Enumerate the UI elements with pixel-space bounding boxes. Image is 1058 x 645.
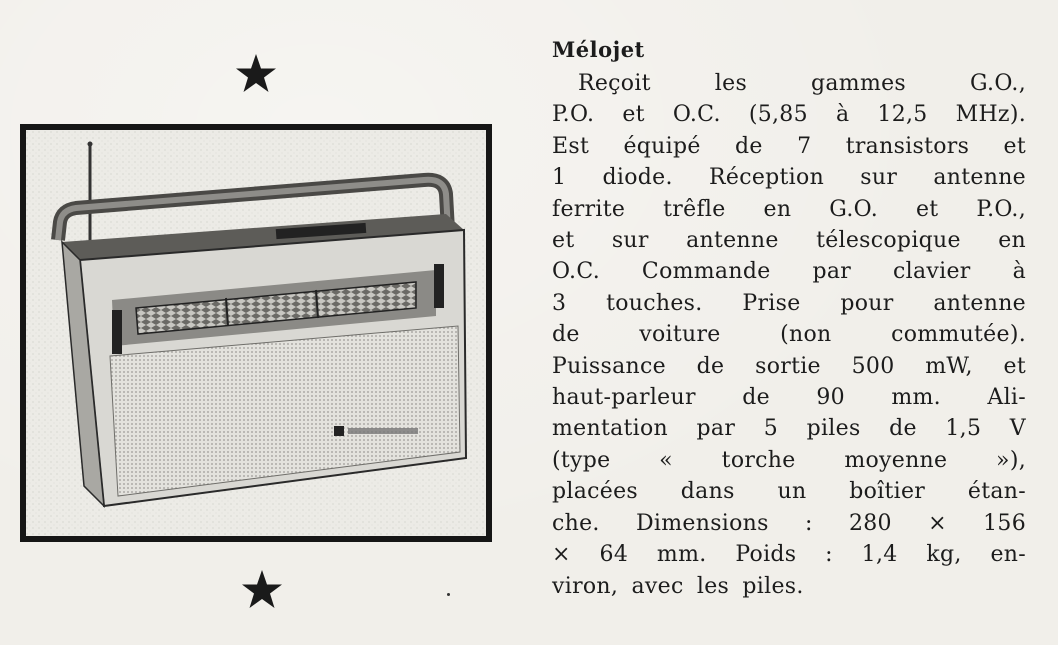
ink-dot: [447, 593, 450, 596]
description-line: O.C. Commande par clavier à: [552, 259, 1026, 285]
product-title: Mélojet: [552, 37, 645, 62]
description-line: (type « torche moyenne »),: [552, 447, 1026, 473]
description-line: haut-parleur de 90 mm. Ali-: [552, 385, 1026, 411]
tuning-knob: [434, 264, 444, 308]
description-line: mentation par 5 piles de 1,5 V: [552, 416, 1026, 442]
star-icon: [234, 52, 278, 96]
description-line: et sur antenne télescopique en: [552, 228, 1026, 254]
description-line: × 64 mm. Poids : 1,4 kg, en-: [552, 542, 1026, 568]
volume-knob: [112, 310, 122, 354]
description-line: Puissance de sortie 500 mW, et: [552, 353, 1026, 379]
brand-logo: [334, 426, 344, 436]
description-line: Est équipé de 7 transistors et: [552, 133, 1026, 159]
product-description: [552, 36, 1026, 602]
product-photo: [20, 124, 492, 542]
description-line: viron, avec les piles.: [552, 573, 804, 599]
description-line: 1 diode. Réception sur antenne: [552, 165, 1026, 191]
description-line: Reçoit les gammes G.O.,: [578, 71, 1026, 96]
star-icon: [240, 568, 284, 612]
description-line: che. Dimensions : 280 × 156: [552, 510, 1026, 536]
description-line: P.O. et O.C. (5,85 à 12,5 MHz).: [552, 102, 1026, 128]
description-line: ferrite trêfle en G.O. et P.O.,: [552, 196, 1026, 222]
description-line: 3 touches. Prise pour antenne: [552, 290, 1026, 316]
description-line: placées dans un boîtier étan-: [552, 479, 1026, 505]
radio-illustration: [26, 130, 486, 536]
description-line: de voiture (non commutée).: [552, 322, 1026, 348]
